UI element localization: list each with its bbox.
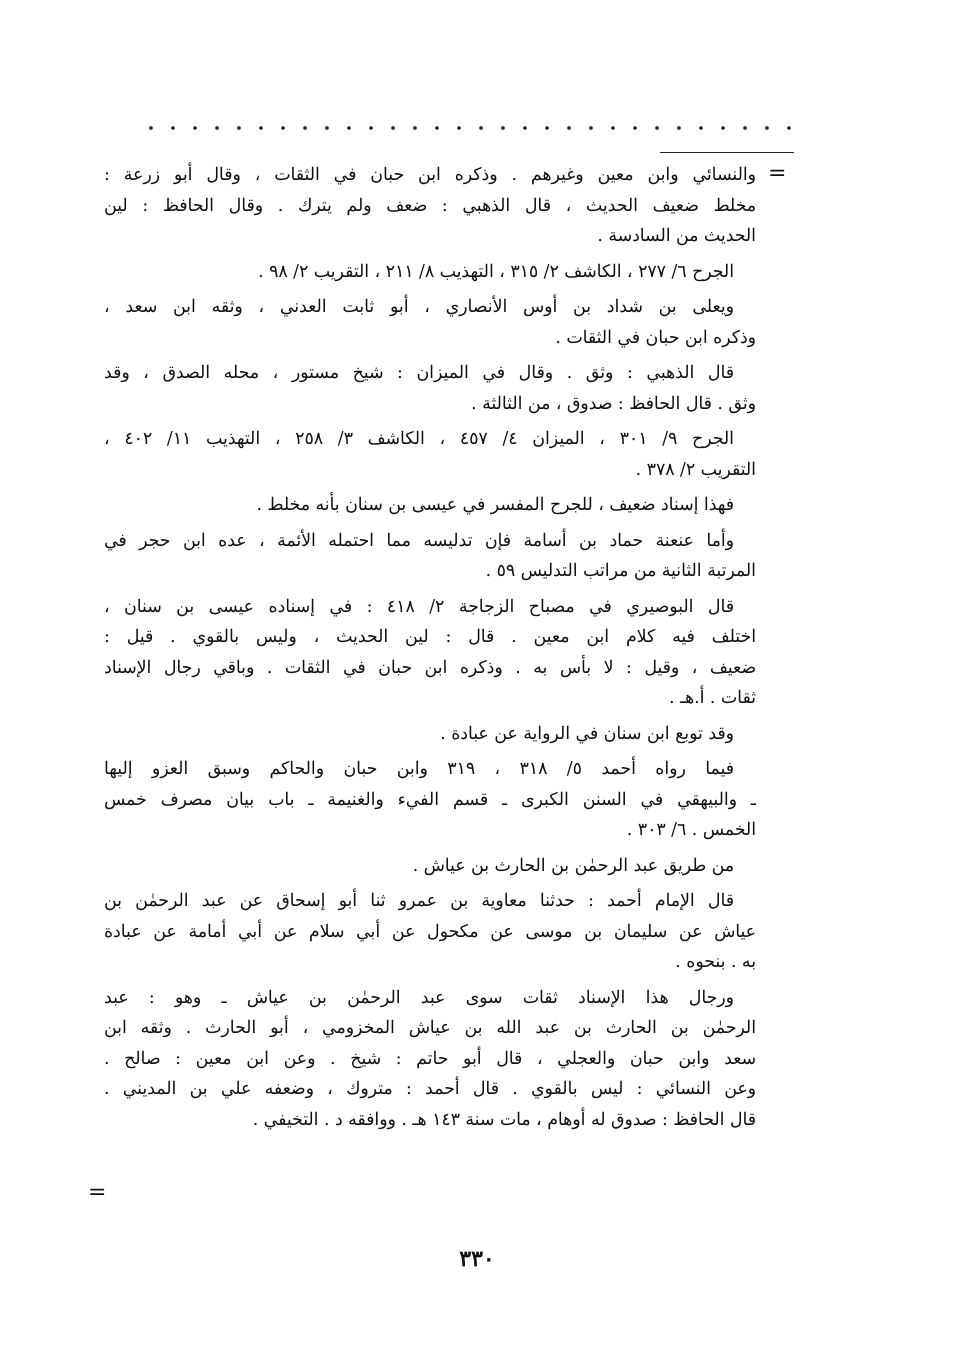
text-line: عياش عن سليمان بن موسى عن مكحول عن أبي سلام عن أبي أمامة عن عبادة <box>104 921 756 942</box>
paragraph <box>104 160 756 252</box>
text-line: وأما عنعنة حماد بن أسامة فإن تدليسه مما احتمله الأئمة ، عده ابن حجر في <box>104 530 734 551</box>
paragraph <box>104 592 756 714</box>
paragraph <box>104 886 756 978</box>
paragraph <box>104 424 756 485</box>
text-line: قال الحافظ : صدوق له أوهام ، مات سنة ١٤٣ هـ . ووافقه د . التخيفي . <box>252 1109 756 1130</box>
text-line: به . بنحوه . <box>675 952 756 972</box>
paragraph <box>104 754 756 846</box>
paragraph <box>104 851 756 882</box>
text-line: وعن النسائي : ليس بالقوي . قال أحمد : متروك ، وضعفه علي بن المديني . <box>104 1079 756 1099</box>
text-line: قال الإمام أحمد : حدثنا معاوية بن عمرو ثنا أبو إسحاق عن عبد الرحمٰن بن <box>104 891 734 911</box>
text-line: الخمس . ٦/ ٣٠٣ . <box>626 820 756 840</box>
text-line: الجرح ٦/ ٢٧٧ ، الكاشف ٢/ ٣١٥ ، التهذيب ٨/ ٢١١ ، التقريب ٢/ ٩٨ . <box>258 261 734 282</box>
text-line: ويعلى بن شداد بن أوس الأنصاري ، أبو ثابت العدني ، وثقه ابن سعد ، <box>104 297 734 317</box>
text-line: الحديث من السادسة . <box>597 226 756 246</box>
page-number: ٣٣٠ <box>459 1246 495 1272</box>
dotted-separator <box>140 122 800 134</box>
text-line: قال البوصيري في مصباح الزجاجة ٢/ ٤١٨ : في إسناده عيسى بن سنان ، <box>104 596 735 617</box>
paragraph <box>104 257 756 288</box>
paragraph <box>104 490 756 521</box>
text-line: المرتبة الثانية من مراتب التدليس ٥٩ . <box>485 561 756 581</box>
text-line: ثقات . أ.هـ . <box>668 688 756 708</box>
text-line: الجرح ٩/ ٣٠١ ، الميزان ٤/ ٤٥٧ ، الكاشف ٣/ ٢٥٨ ، التهذيب ١١/ ٤٠٢ ، <box>104 429 734 449</box>
continuation-mark-top: = <box>768 161 787 186</box>
text-line: وقد توبع ابن سنان في الرواية عن عبادة . <box>440 723 734 744</box>
text-line: ضعيف ، وقيل : لا بأس به . وذكره ابن حبان في الثقات . وباقي رجال الإسناد <box>104 657 756 678</box>
paragraph <box>104 983 756 1136</box>
text-line: سعد وابن حبان والعجلي ، قال أبو حاتم : شيخ . وعن ابن معين : صالح . <box>104 1048 756 1069</box>
text-line: والنسائي وابن معين وغيرهم . وذكره ابن حبان في الثقات ، وقال أبو زرعة : <box>104 165 756 185</box>
paragraph <box>104 358 756 419</box>
paragraph <box>104 292 756 353</box>
text-line: اختلف فيه كلام ابن معين . قال : لين الحديث ، وليس بالقوي . قيل : <box>104 627 756 647</box>
text-line: ورجال هذا الإسناد ثقات سوى عبد الرحمٰن بن عياش ـ وهو : عبد <box>104 987 734 1008</box>
text-line: التقريب ٢/ ٣٧٨ . <box>635 459 756 480</box>
text-line: قال الذهبي : وثق . وقال في الميزان : شيخ مستور ، محله الصدق ، وقد <box>104 363 734 383</box>
text-line: من طريق عبد الرحمٰن بن الحارث بن عياش . <box>412 855 734 876</box>
paragraph <box>104 719 756 750</box>
footnote-body <box>104 160 756 1140</box>
text-line: وثق . قال الحافظ : صدوق ، من الثالثة . <box>471 393 756 414</box>
paragraph <box>104 526 756 587</box>
footnote-rule <box>660 152 794 153</box>
continuation-mark-bottom: = <box>88 1180 107 1205</box>
text-line: الرحمٰن بن الحارث بن عبد الله بن عياش المخزومي ، أبو الحارث . وثقه ابن <box>104 1018 756 1038</box>
text-line: فهذا إسناد ضعيف ، للجرح المفسر في عيسى بن سنان بأنه مخلط . <box>256 495 734 515</box>
text-line: مخلط ضعيف الحديث ، قال الذهبي : ضعف ولم يترك . وقال الحافظ : لين <box>104 195 756 216</box>
text-line: وذكره ابن حبان في الثقات . <box>555 327 756 348</box>
text-line: ـ والبيهقي في السنن الكبرى ـ قسم الفيء والغنيمة ـ باب بيان مصرف خمس <box>104 789 756 810</box>
text-line: فيما رواه أحمد ٥/ ٣١٨ ، ٣١٩ وابن حبان والحاكم وسبق العزو إليها <box>104 759 734 779</box>
